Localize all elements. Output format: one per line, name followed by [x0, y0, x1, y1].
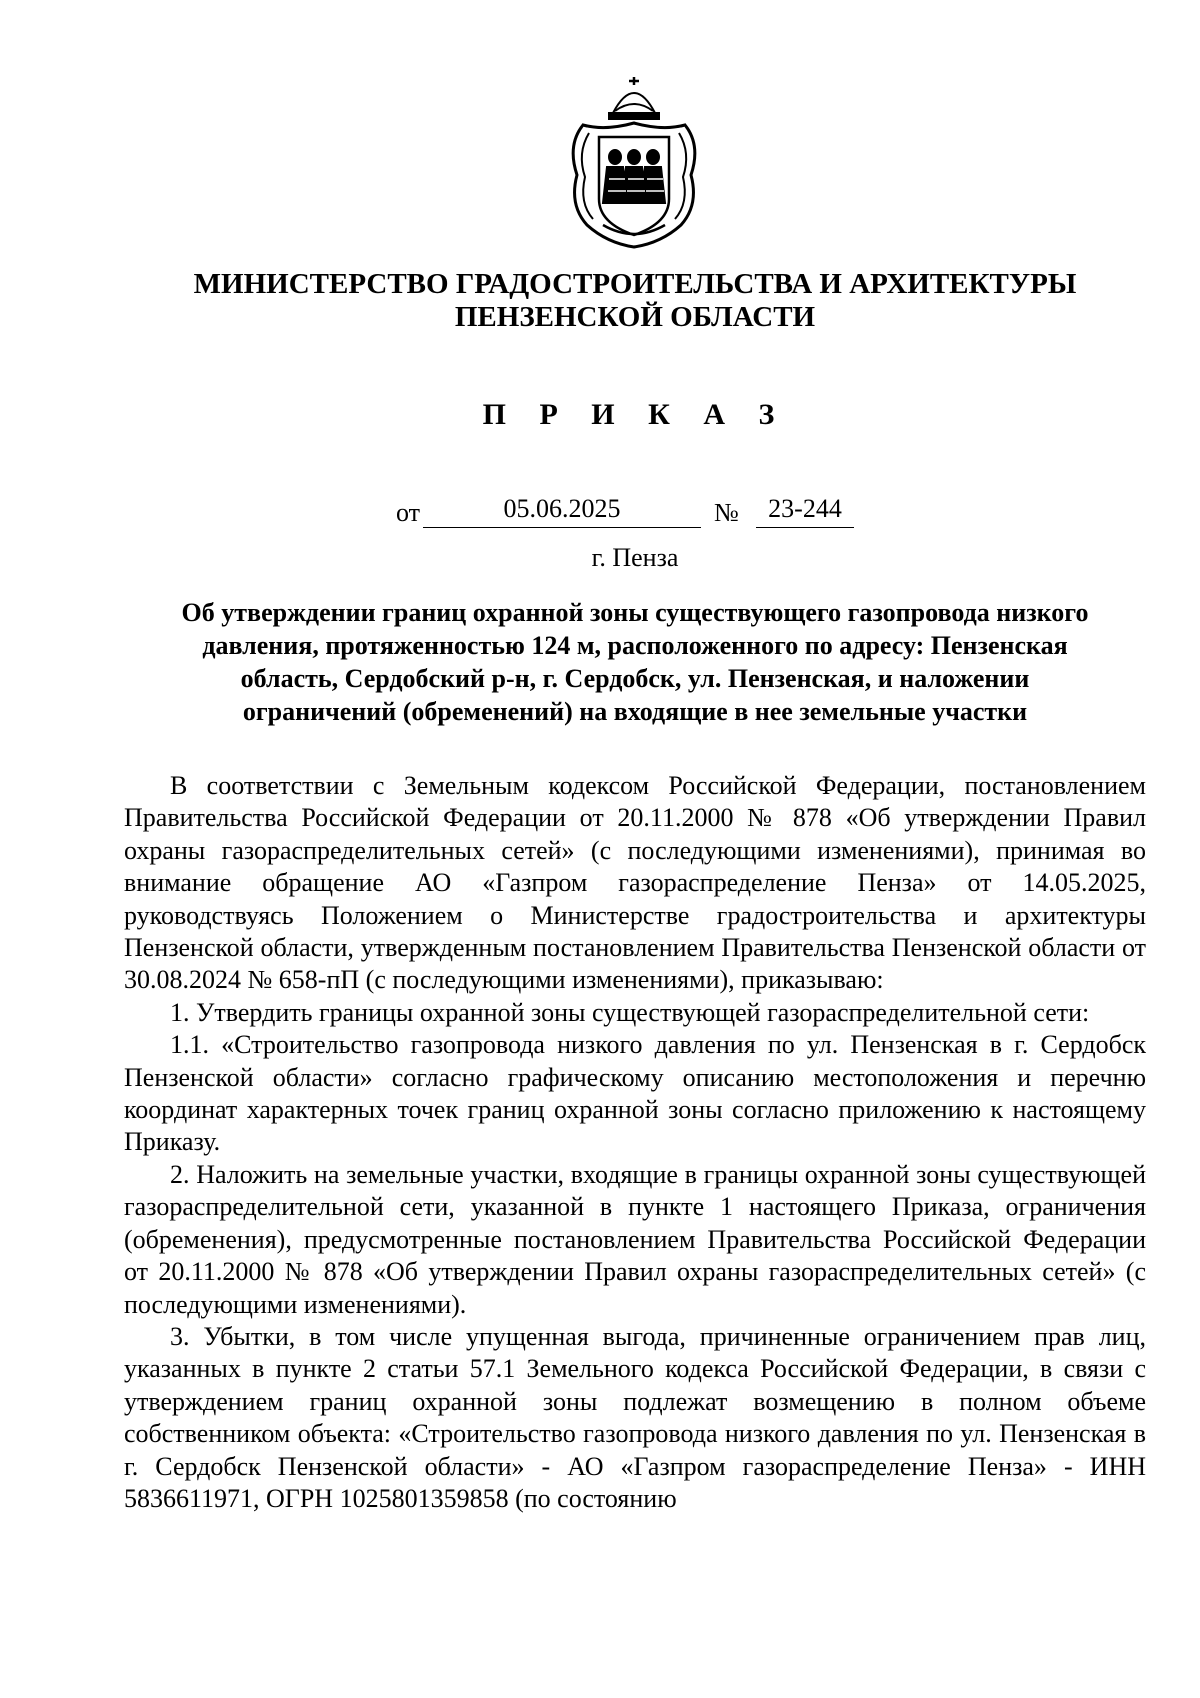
- coat-of-arms-icon: [563, 75, 705, 253]
- title-line-3: область, Сердобский р-н, г. Сердобск, ул. Пензенская, и наложении: [240, 664, 1030, 693]
- ministry-line-2: ПЕНЗЕНСКОЙ ОБЛАСТИ: [454, 301, 816, 333]
- title-line-4: ограничений (обременений) на входящие в нее земельные участки: [242, 697, 1028, 726]
- ministry-name: [0, 268, 1200, 334]
- document-title: [126, 596, 1144, 728]
- document-date: 05.06.2025: [423, 497, 701, 528]
- city: г. Пенза: [591, 543, 679, 572]
- ministry-line-1: МИНИСТЕРСТВО ГРАДОСТРОИТЕЛЬСТВА И АРХИТЕКТУРЫ: [193, 268, 1077, 300]
- item-1-paragraph: 1. Утвердить границы охранной зоны существующей газораспределительной сети:: [170, 997, 1090, 1027]
- title-line-2: давления, протяженностью 124 м, расположенного по адресу: Пензенская: [202, 631, 1068, 660]
- document-type: П Р И К А З: [482, 398, 788, 431]
- item-3-paragraph: 3. Убытки, в том числе упущенная выгода, причиненные ограничением прав лиц, указанных в пункте 2 статьи 57.1 Земельного кодекса Российской Федерации, в связи с утверждением границ охранной зоны подлежат возмещению в полном объеме собственником объекта: «Строительство газопровода низкого давления по ул. Пензенская в г. Сердобск Пензенской области» - АО «Газпром газораспределение Пенза» - ИНН 5836611971, ОГРН 1025801359858 (по состоянию: [124, 1321, 1146, 1513]
- item-1-1-paragraph: 1.1. «Строительство газопровода низкого давления по ул. Пензенская в г. Сердобск Пензенской области» согласно графическому описанию местоположения и перечню координат характерных точек границ охранной зоны согласно приложению к настоящему Приказу.: [124, 1030, 1146, 1157]
- document-body: [124, 770, 1146, 1515]
- preamble-paragraph: В соответствии с Земельным кодексом Российской Федерации, постановлением Правительства Российской Федерации от 20.11.2000 № 878 «Об утверждении Правил охраны газораспределительных сетей» (с последующими изменениями), принимая во внимание обращение АО «Газпром газораспределение Пенза» от 14.05.2025, руководствуясь Положением о Министерстве градостроительства и архитектуры Пензенской области, утвержденным постановлением Правительства Пензенской области от 30.08.2024 № 658-пП (с последующими изменениями), приказываю:: [124, 771, 1146, 995]
- date-prefix: от: [396, 498, 421, 527]
- number-sign: №: [714, 498, 739, 527]
- item-2-paragraph: 2. Наложить на земельные участки, входящие в границы охранной зоны существующей газораспределительной сети, указанной в пункте 1 настоящего Приказа, ограничения (обременения), предусмотренные постановлением Правительства Российской Федерации от 20.11.2000 № 878 «Об утверждении Правил охраны газораспределительных сетей» (с последующими изменениями).: [124, 1159, 1146, 1319]
- document-number: 23-244: [756, 497, 854, 528]
- title-line-1: Об утверждении границ охранной зоны существующего газопровода низкого: [181, 598, 1089, 627]
